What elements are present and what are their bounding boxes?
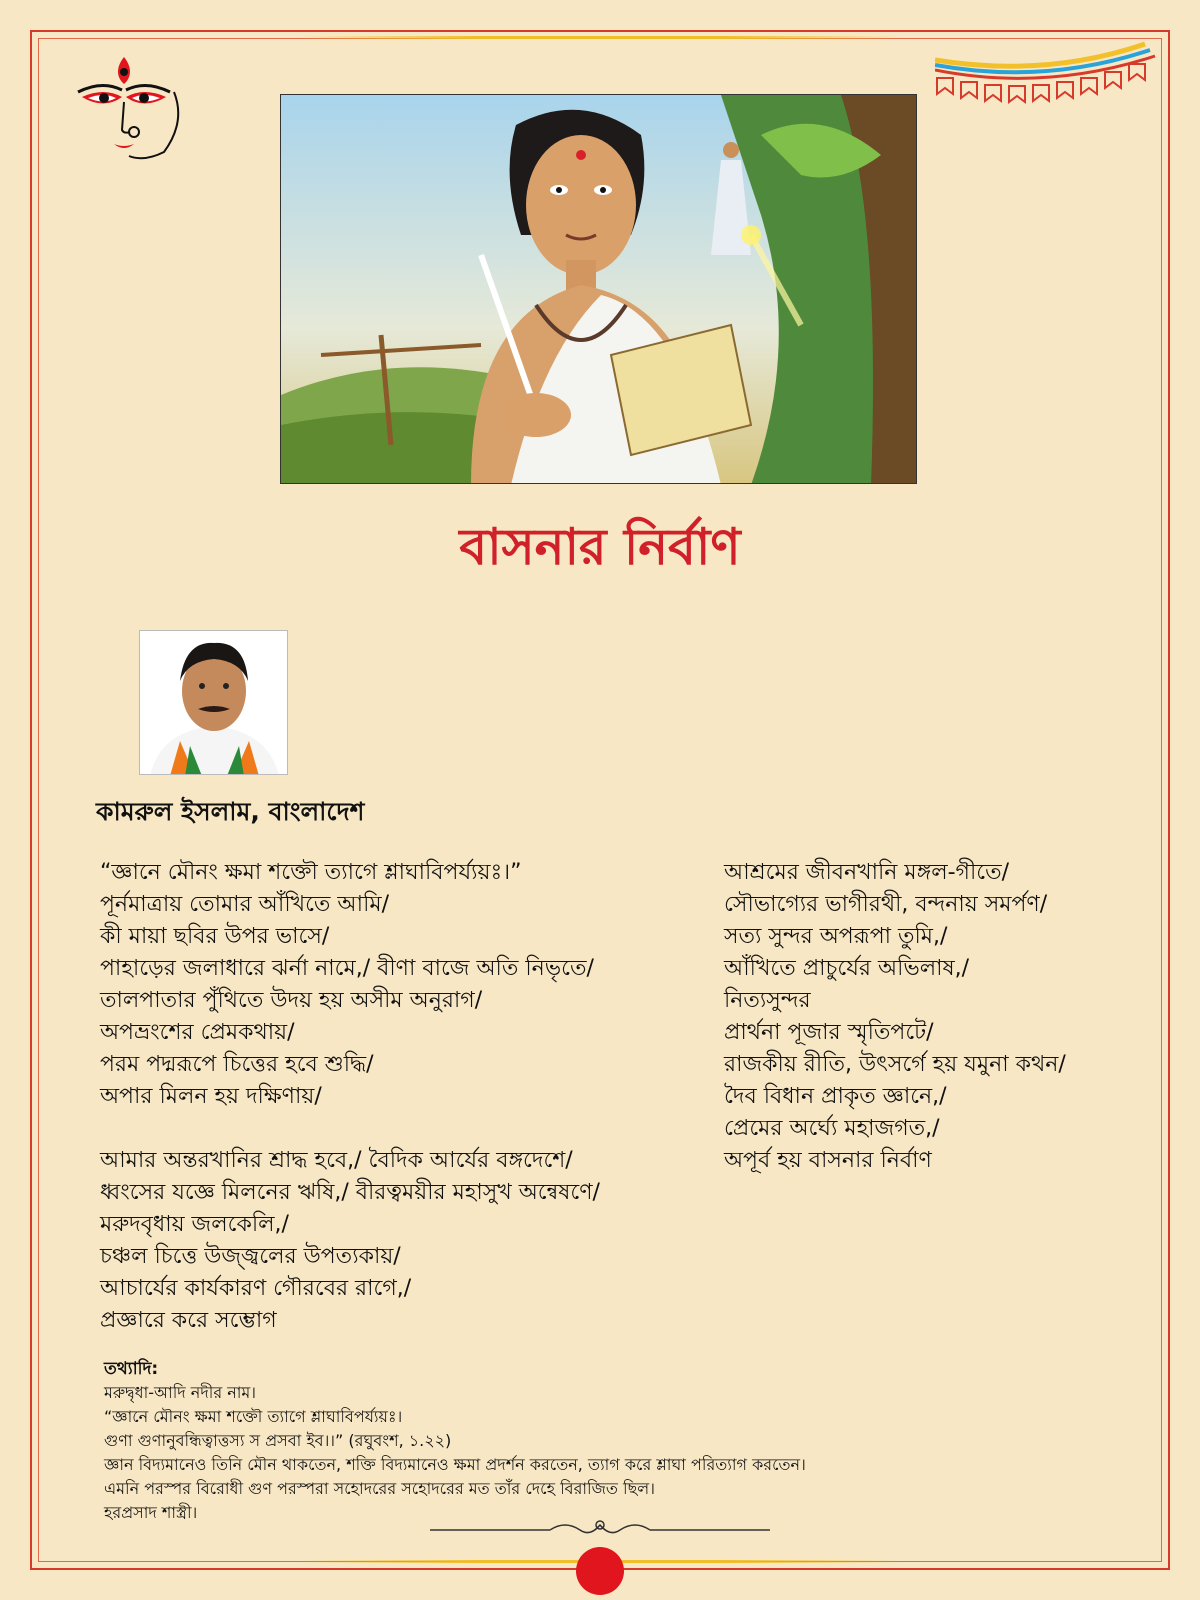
poet-illustration-image: [281, 95, 917, 484]
notes-line: জ্ঞান বিদ্যমানেও তিনি মৌন থাকতেন, শক্তি বিদ্যমানেও ক্ষমা প্রদর্শন করতেন, ত্যাগ করে শ্লাঘা পরিত্যাগ করতেন।: [104, 1455, 806, 1474]
notes-line: গুণা গুণানুবন্ধিত্বাত্তস্য স প্রসবা ইব।।” (রঘুবংশ, ১.২২): [104, 1431, 452, 1450]
poem-line: আচার্যের কার্যকারণ গৌরবের রাগে,/: [100, 1276, 412, 1301]
poem-title: বাসনার নির্বাণ: [459, 517, 741, 576]
poem-line: মরুদবৃধায় জলকেলি,/: [100, 1212, 289, 1237]
poem-line: আঁখিতে প্রাচুর্যের অভিলাষ,/: [724, 956, 970, 981]
notes-line: “জ্ঞানে মৌনং ক্ষমা শক্তৌ ত্যাগে শ্লাঘাবিপর্য্যয়ঃ।: [104, 1407, 403, 1426]
poem-line: অপার মিলন হয় দক্ষিণায়/: [100, 1084, 322, 1109]
poem-line: সত্য সুন্দর অপরূপা তুমি,/: [724, 924, 948, 949]
bunting-icon: [935, 40, 1160, 120]
ornament-divider-icon: [430, 1515, 770, 1545]
notes-heading: তথ্যাদি:: [104, 1359, 159, 1379]
poem-line: দৈব বিধান প্রাকৃত জ্ঞানে,/: [724, 1084, 947, 1109]
poem-line: রাজকীয় রীতি, উৎসর্গে হয় যমুনা কথন/: [724, 1052, 1066, 1077]
poem-line: অপভ্রংশের প্রেমকথায়/: [100, 1020, 295, 1045]
top-gold-line: [300, 36, 900, 39]
poem-line: পরম পদ্মরূপে চিত্তের হবে শুদ্ধি/: [100, 1052, 374, 1077]
poem-right-column: [724, 857, 1066, 1177]
author-portrait-image: [140, 631, 288, 775]
poem-line: পূর্নমাত্রায় তোমার আঁখিতে আমি/: [100, 892, 389, 917]
poem-line: কী মায়া ছবির উপর ভাসে/: [100, 924, 330, 949]
poem-line: সৌভাগ্যের ভাগীরথী, বন্দনায় সমর্পণ/: [724, 892, 1048, 917]
durga-face-icon: [74, 52, 189, 162]
poem-line: ধ্বংসের যজ্ঞে মিলনের ঋষি,/ বীরত্বময়ীর মহাসুখ অন্বেষণে/: [100, 1180, 600, 1205]
poem-line: অপূর্ব হয় বাসনার নির্বাণ: [724, 1148, 932, 1173]
poem-line: প্রেমের অর্ঘ্যে মহাজগত,/: [724, 1116, 940, 1141]
author-name: কামরুল ইসলাম, বাংলাদেশ: [96, 797, 365, 826]
notes-section: [104, 1357, 806, 1525]
poem-line: প্রার্থনা পূজার স্মৃতিপটে/: [724, 1020, 934, 1045]
poem-line: তালপাতার পুঁথিতে উদয় হয় অসীম অনুরাগ/: [100, 988, 483, 1013]
stanza-gap: [100, 1113, 600, 1145]
author-photo: [139, 630, 288, 775]
red-dot-ornament: [576, 1547, 624, 1595]
poem-line: চঞ্চল চিত্তে উজ্জ্বলের উপত্যকায়/: [100, 1244, 401, 1269]
notes-line: এমনি পরস্পর বিরোধী গুণ পরস্পরা সহোদরের সহোদরের মত তাঁর দেহে বিরাজিত ছিল।: [104, 1479, 655, 1498]
poem-line: পাহাড়ের জলাধারে ঝর্না নামে,/ বীণা বাজে অতি নিভৃতে/: [100, 956, 594, 981]
poem-line: প্রজ্ঞারে করে সম্ভোগ: [100, 1308, 277, 1333]
notes-line: হরপ্রসাদ শাস্ত্রী।: [104, 1503, 198, 1522]
hero-illustration: [280, 94, 917, 484]
notes-line: মরুদ্বৃধা-আদি নদীর নাম।: [104, 1383, 256, 1402]
poem-left-column: [100, 857, 600, 1337]
poem-line: নিত্যসুন্দর: [724, 988, 811, 1013]
poem-line: আশ্রমের জীবনখানি মঙ্গল-গীতে/: [724, 860, 1010, 885]
poem-line: আমার অন্তরখানির শ্রাদ্ধ হবে,/ বৈদিক আর্যের বঙ্গদেশে/: [100, 1148, 573, 1173]
poem-line: “জ্ঞানে মৌনং ক্ষমা শক্তৌ ত্যাগে শ্লাঘাবিপর্য্যয়ঃ।”: [100, 860, 522, 885]
